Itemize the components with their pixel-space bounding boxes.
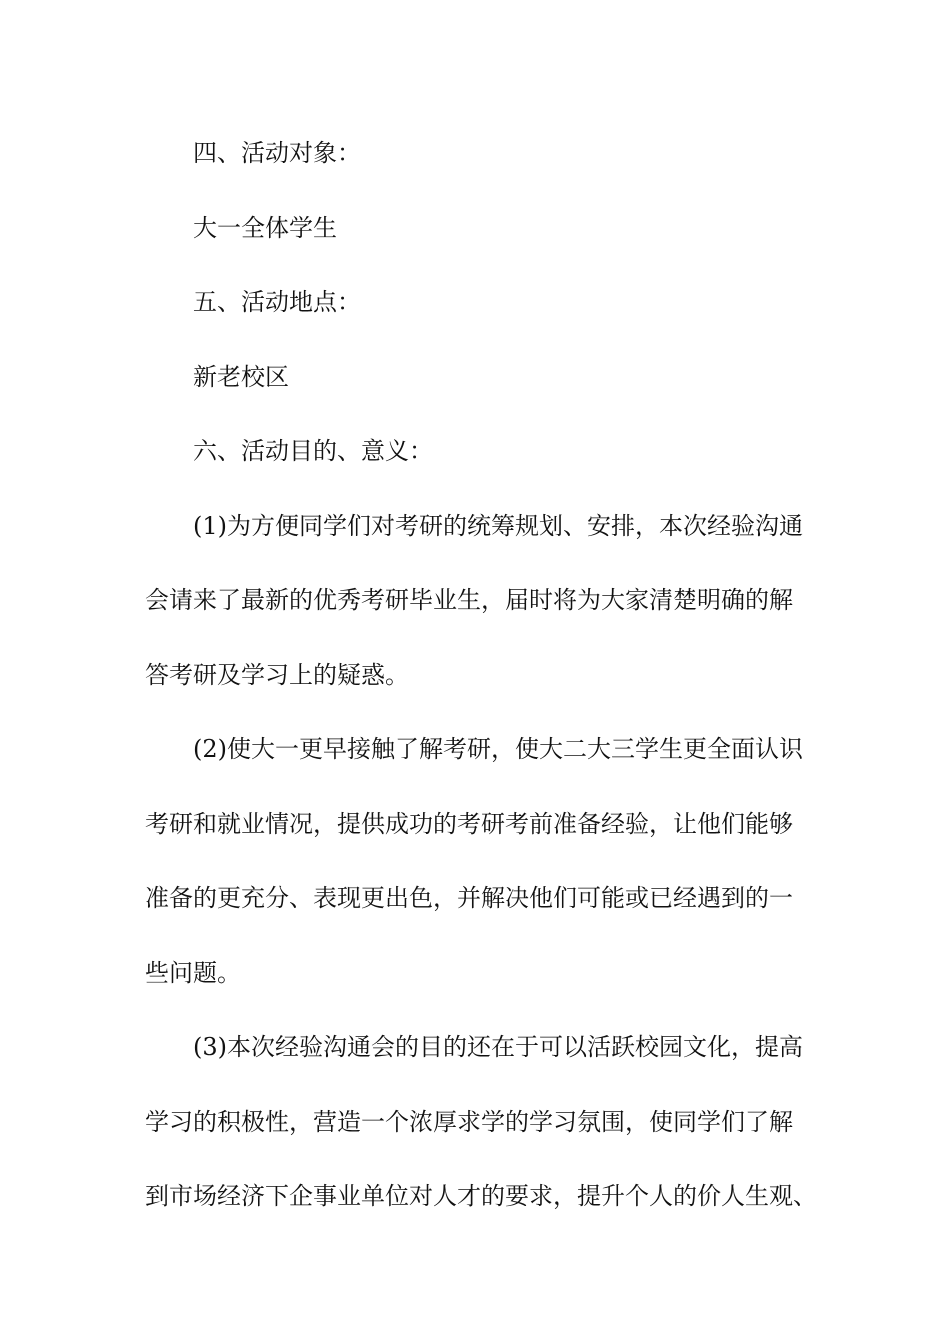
heading-location: 五、活动地点： [193, 288, 361, 316]
document-body [145, 128, 825, 1246]
paragraph-line: 答考研及学习上的疑惑。 [145, 660, 409, 689]
paragraph-line: (3)本次经验沟通会的目的还在于可以活跃校园文化，提高 [193, 1033, 803, 1061]
paragraph-line: 考研和就业情况，提供成功的考研考前准备经验，让他们能够 [145, 809, 793, 838]
paragraph-line: (1)为方便同学们对考研的统筹规划、安排，本次经验沟通 [193, 511, 803, 540]
paragraph-line: 准备的更充分、表现更出色，并解决他们可能或已经遇到的一 [145, 884, 793, 912]
paragraph-line: (2)使大一更早接触了解考研，使大二大三学生更全面认识 [193, 735, 803, 763]
paragraph-line: 些问题。 [145, 958, 241, 987]
paragraph-line: 学习的积极性，营造一个浓厚求学的学习氛围，使同学们了解 [145, 1107, 793, 1136]
heading-purpose: 六、活动目的、意义： [193, 437, 433, 465]
paragraph-line: 会请来了最新的优秀考研毕业生，届时将为大家清楚明确的解 [145, 586, 793, 614]
paragraph-target-audience: 大一全体学生 [193, 213, 337, 242]
heading-target-audience: 四、活动对象： [193, 139, 361, 167]
paragraph-line: 到市场经济下企事业单位对人才的要求，提升个人的价人生观、 [145, 1182, 817, 1210]
paragraph-location: 新老校区 [193, 362, 289, 391]
